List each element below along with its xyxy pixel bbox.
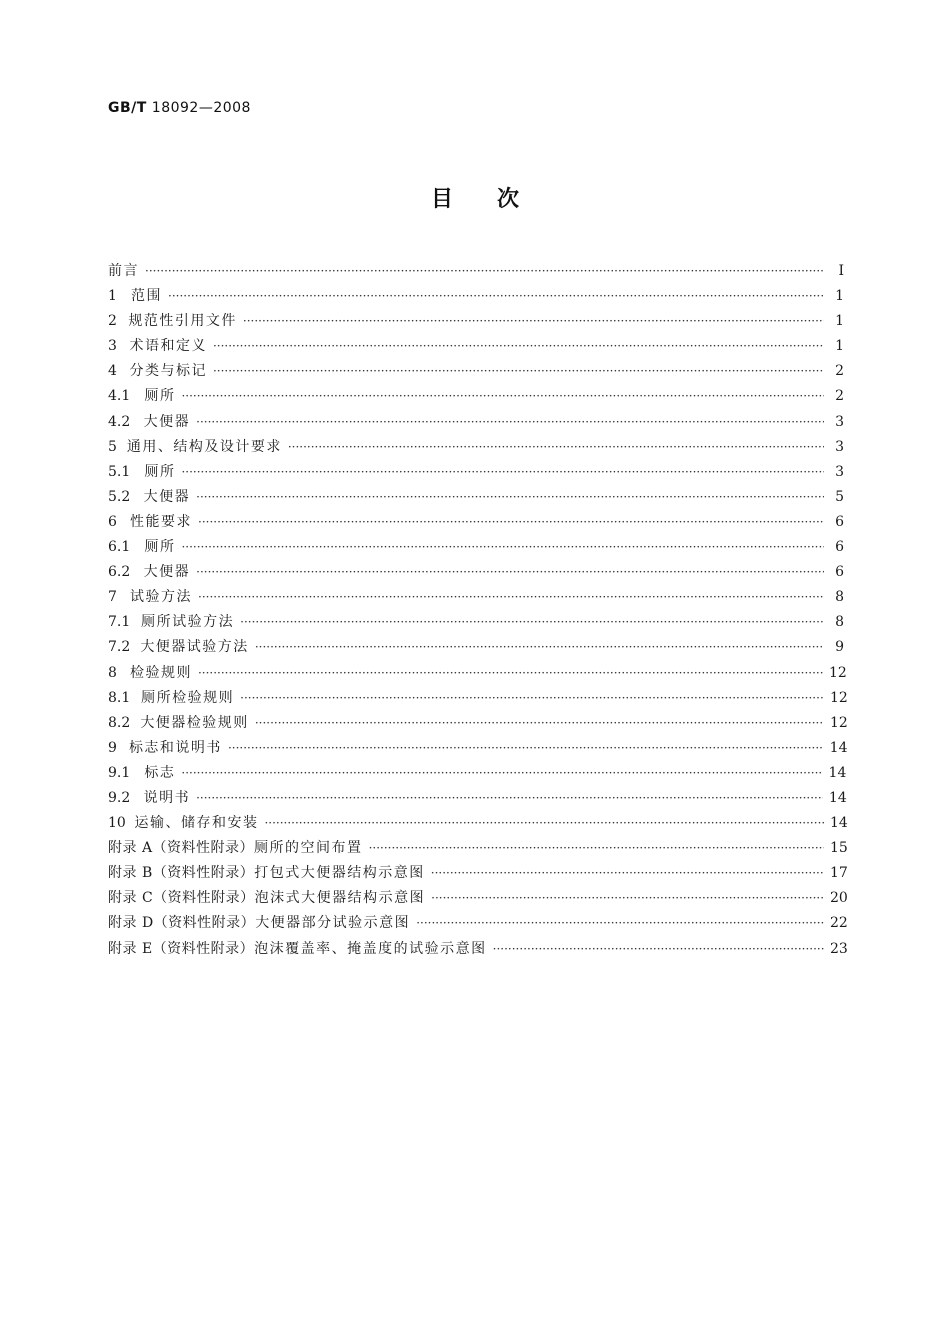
toc-entry-page: 15 xyxy=(830,840,848,857)
toc-entry-label: 泡沫式大便器结构示意图 xyxy=(254,890,426,907)
toc-entry-number: 4.2 xyxy=(108,413,131,430)
toc-entry-page: 1 xyxy=(835,338,844,355)
toc-entry-page: 6 xyxy=(835,539,844,556)
toc-entry[interactable] xyxy=(108,886,848,911)
toc-entry-label: 术语和定义 xyxy=(129,338,207,355)
toc-entry-page: 23 xyxy=(830,940,848,957)
toc-entry[interactable] xyxy=(108,661,847,686)
toc-entry-page: 1 xyxy=(835,288,844,305)
toc-entry-number: 8.2 xyxy=(108,714,131,731)
toc-dot-leader xyxy=(198,510,824,535)
toc-dot-leader xyxy=(369,836,824,861)
toc-entry-number: 附录 E（资料性附录） xyxy=(108,940,255,957)
toc-entry-label: 大便器 xyxy=(143,488,191,505)
toc-entry-page: 20 xyxy=(830,890,848,907)
toc-entry-page: 14 xyxy=(830,815,848,832)
toc-entry[interactable] xyxy=(108,535,844,560)
toc-entry-page: 14 xyxy=(828,764,847,781)
toc-entry-page: 3 xyxy=(835,438,844,455)
toc-entry[interactable] xyxy=(108,410,844,435)
toc-entry-number: 8 xyxy=(108,664,117,681)
toc-entry-number: 附录 D（资料性附录） xyxy=(108,915,256,932)
toc-dot-leader xyxy=(181,384,824,409)
toc-dot-leader xyxy=(196,485,824,510)
toc-entry-page: 8 xyxy=(835,589,844,606)
toc-entry-number: 附录 C（资料性附录） xyxy=(108,890,255,907)
toc-entry-page: 2 xyxy=(835,363,844,380)
toc-entry-label: 规范性引用文件 xyxy=(128,313,237,330)
toc-entry-label: 运输、储存和安装 xyxy=(134,815,259,832)
toc-entry[interactable] xyxy=(108,761,847,786)
toc-entry-page: 3 xyxy=(835,413,844,430)
toc-entry-number: 5 xyxy=(108,438,117,455)
toc-entry-page: 17 xyxy=(830,865,848,882)
toc-entry-label: 大便器部分试验示意图 xyxy=(255,915,411,932)
page-title: 目次 xyxy=(430,187,563,212)
toc-entry-number: 9 xyxy=(108,739,117,756)
toc-entry-number: 附录 B（资料性附录） xyxy=(108,865,255,882)
toc-entry-number: 10 xyxy=(108,815,126,832)
toc-entry-number: 7.1 xyxy=(108,614,131,631)
standard-prefix: GB/T xyxy=(108,100,147,116)
toc-entry[interactable] xyxy=(108,635,844,660)
toc-entry[interactable] xyxy=(108,510,844,535)
toc-entry[interactable] xyxy=(108,435,844,460)
toc-dot-leader xyxy=(213,334,824,359)
toc-dot-leader xyxy=(243,309,824,334)
toc-dot-leader xyxy=(181,761,822,786)
standard-code xyxy=(108,100,251,116)
toc-dot-leader xyxy=(196,410,824,435)
toc-entry[interactable] xyxy=(108,686,848,711)
toc-entry-label: 大便器 xyxy=(143,564,191,581)
toc-entry-label: 标志 xyxy=(144,764,176,781)
toc-entry-label: 范围 xyxy=(131,288,163,305)
toc-dot-leader xyxy=(181,460,824,485)
toc-dot-leader xyxy=(145,259,824,284)
toc-entry-page: Ⅰ xyxy=(838,263,844,279)
toc-dot-leader xyxy=(181,535,824,560)
toc-dot-leader xyxy=(240,686,824,711)
toc-entry-label: 大便器试验方法 xyxy=(140,639,249,656)
toc-entry-label: 厕所 xyxy=(144,539,176,556)
toc-entry-page: 9 xyxy=(835,639,844,656)
toc-entry-number: 8.1 xyxy=(108,689,131,706)
toc-entry-label: 性能要求 xyxy=(130,513,192,530)
toc-entry-label: 说明书 xyxy=(143,789,191,806)
toc-dot-leader xyxy=(198,661,823,686)
toc-entry[interactable] xyxy=(108,309,844,334)
toc-entry-number: 6.2 xyxy=(108,564,131,581)
toc-entry-number: 2 xyxy=(108,313,117,330)
toc-entry-label: 试验方法 xyxy=(130,589,192,606)
toc-entry[interactable] xyxy=(108,861,848,886)
toc-entry-label: 通用、结构及设计要求 xyxy=(126,438,282,455)
toc-entry-number: 4 xyxy=(108,363,117,380)
toc-entry-page: 6 xyxy=(835,564,844,581)
toc-entry-number: 9.1 xyxy=(108,764,131,781)
toc-entry-page: 3 xyxy=(835,463,844,480)
table-of-contents xyxy=(108,259,848,962)
toc-dot-leader xyxy=(240,610,824,635)
toc-entry-label: 大便器检验规则 xyxy=(140,714,249,731)
toc-dot-leader xyxy=(198,585,824,610)
toc-entry-number: 5.2 xyxy=(108,488,131,505)
toc-entry-label: 厕所 xyxy=(144,388,176,405)
toc-dot-leader xyxy=(255,635,824,660)
toc-dot-leader xyxy=(196,786,823,811)
toc-entry[interactable] xyxy=(108,585,844,610)
toc-entry-label: 前言 xyxy=(108,263,139,279)
toc-entry-number: 附录 A（资料性附录） xyxy=(108,840,255,857)
toc-entry-page: 14 xyxy=(829,739,848,756)
toc-entry[interactable] xyxy=(108,460,844,485)
toc-entry-number: 7.2 xyxy=(108,639,131,656)
toc-entry[interactable] xyxy=(108,259,844,284)
toc-entry[interactable] xyxy=(108,911,848,936)
toc-entry-page: 5 xyxy=(835,488,844,505)
toc-entry-number: 3 xyxy=(108,338,117,355)
toc-entry[interactable] xyxy=(108,359,844,384)
toc-dot-leader xyxy=(431,861,824,886)
toc-entry-label: 打包式大便器结构示意图 xyxy=(254,865,425,882)
toc-entry[interactable] xyxy=(108,786,847,811)
toc-entry-number: 7 xyxy=(108,589,117,606)
toc-entry-number: 9.2 xyxy=(108,789,131,806)
toc-entry-page: 1 xyxy=(835,313,844,330)
toc-entry-label: 分类与标记 xyxy=(129,363,207,380)
toc-dot-leader xyxy=(264,811,824,836)
toc-dot-leader xyxy=(431,886,824,911)
toc-entry-number: 1 xyxy=(108,288,117,305)
toc-entry-page: 6 xyxy=(835,513,844,530)
toc-entry[interactable] xyxy=(108,384,844,409)
toc-entry-page: 12 xyxy=(829,689,848,706)
toc-entry[interactable] xyxy=(108,485,844,510)
toc-entry-page: 12 xyxy=(828,664,847,681)
toc-entry[interactable] xyxy=(108,610,844,635)
toc-dot-leader xyxy=(213,359,824,384)
toc-entry-label: 大便器 xyxy=(143,413,191,430)
toc-entry-label: 厕所的空间布置 xyxy=(254,840,363,857)
toc-dot-leader xyxy=(493,937,824,962)
toc-entry[interactable] xyxy=(108,811,848,836)
toc-entry[interactable] xyxy=(108,284,844,309)
toc-entry-label: 标志和说明书 xyxy=(128,739,222,756)
toc-entry-page: 22 xyxy=(830,915,848,932)
standard-number: 18092—2008 xyxy=(151,100,251,116)
toc-entry-number: 4.1 xyxy=(108,388,131,405)
toc-entry[interactable] xyxy=(108,736,848,761)
toc-dot-leader xyxy=(196,560,824,585)
toc-entry-label: 检验规则 xyxy=(129,664,192,681)
toc-entry-page: 14 xyxy=(828,789,847,806)
toc-entry[interactable] xyxy=(108,836,848,861)
toc-entry-number: 6 xyxy=(108,513,117,530)
toc-entry-page: 8 xyxy=(835,614,844,631)
toc-dot-leader xyxy=(288,435,824,460)
toc-entry-label: 泡沫覆盖率、掩盖度的试验示意图 xyxy=(254,940,487,957)
toc-entry-label: 厕所 xyxy=(144,463,176,480)
toc-entry-page: 2 xyxy=(835,388,844,405)
toc-entry-label: 厕所试验方法 xyxy=(141,614,235,631)
toc-entry-number: 5.1 xyxy=(108,463,131,480)
toc-entry-number: 6.1 xyxy=(108,539,131,556)
toc-dot-leader xyxy=(255,711,824,736)
toc-entry-page: 12 xyxy=(830,714,848,731)
toc-entry[interactable] xyxy=(108,334,844,359)
toc-entry[interactable] xyxy=(108,560,844,585)
toc-entry[interactable] xyxy=(108,937,848,962)
toc-entry-label: 厕所检验规则 xyxy=(141,689,235,706)
toc-dot-leader xyxy=(416,911,824,936)
toc-dot-leader xyxy=(228,736,824,761)
toc-dot-leader xyxy=(168,284,824,309)
toc-entry[interactable] xyxy=(108,711,848,736)
